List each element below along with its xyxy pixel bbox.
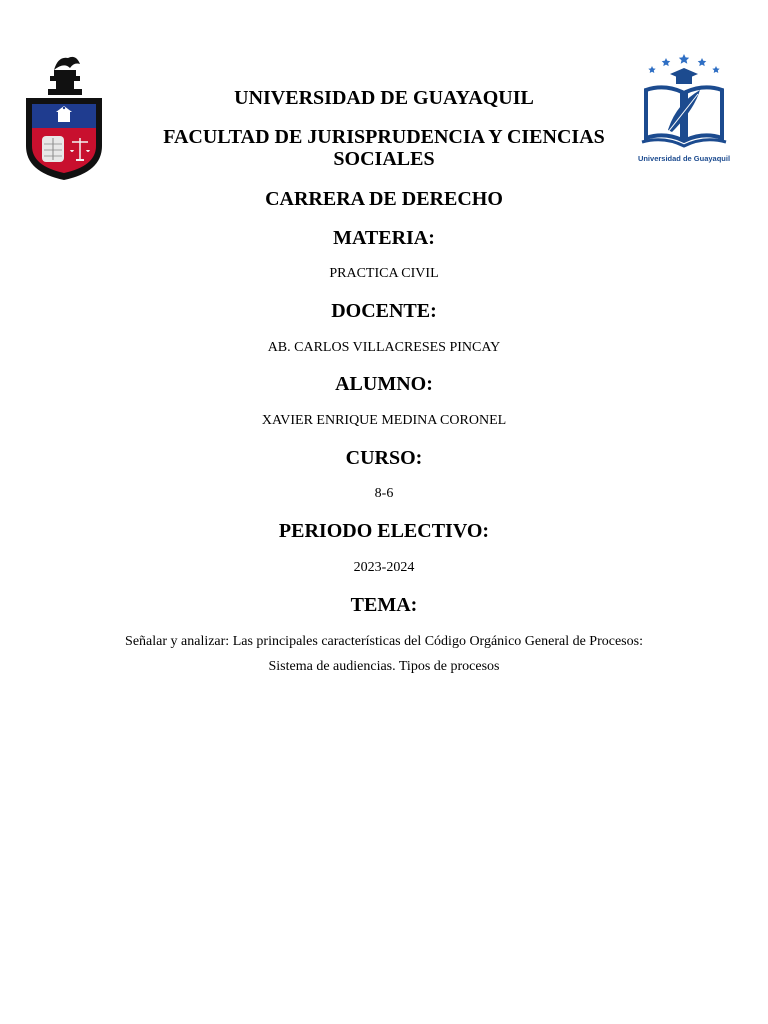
periodo-label: PERIODO ELECTIVO:	[278, 520, 490, 542]
docente-value: AB. CARLOS VILLACRESES PINCAY	[267, 340, 501, 355]
alumno-label: ALUMNO:	[335, 373, 433, 395]
faculty-title: FACULTAD DE JURISPRUDENCIA Y CIENCIAS SOCIALES	[163, 126, 605, 170]
tema-value: Señalar y analizar: Las principales características del Código Orgánico General de Procesos: Sistema de audiencias. Tipos de procesos	[125, 634, 643, 674]
alumno-value: XAVIER ENRIQUE MEDINA CORONEL	[261, 413, 507, 428]
materia-value: PRACTICA CIVIL	[329, 266, 439, 281]
tema-label: TEMA:	[350, 594, 418, 616]
materia-label: MATERIA:	[333, 227, 435, 249]
periodo-value: 2023-2024	[353, 560, 415, 575]
curso-label: CURSO:	[345, 447, 423, 469]
university-logo-caption: Universidad de Guayaquil	[637, 154, 731, 163]
curso-value: 8-6	[374, 486, 394, 501]
shield-emblem-icon	[24, 50, 104, 182]
university-logo	[632, 52, 736, 168]
career-title: CARRERA DE DERECHO	[265, 188, 503, 210]
docente-label: DOCENTE:	[331, 300, 437, 322]
faculty-shield-logo	[24, 50, 104, 182]
university-title: UNIVERSIDAD DE GUAYAQUIL	[234, 87, 534, 109]
